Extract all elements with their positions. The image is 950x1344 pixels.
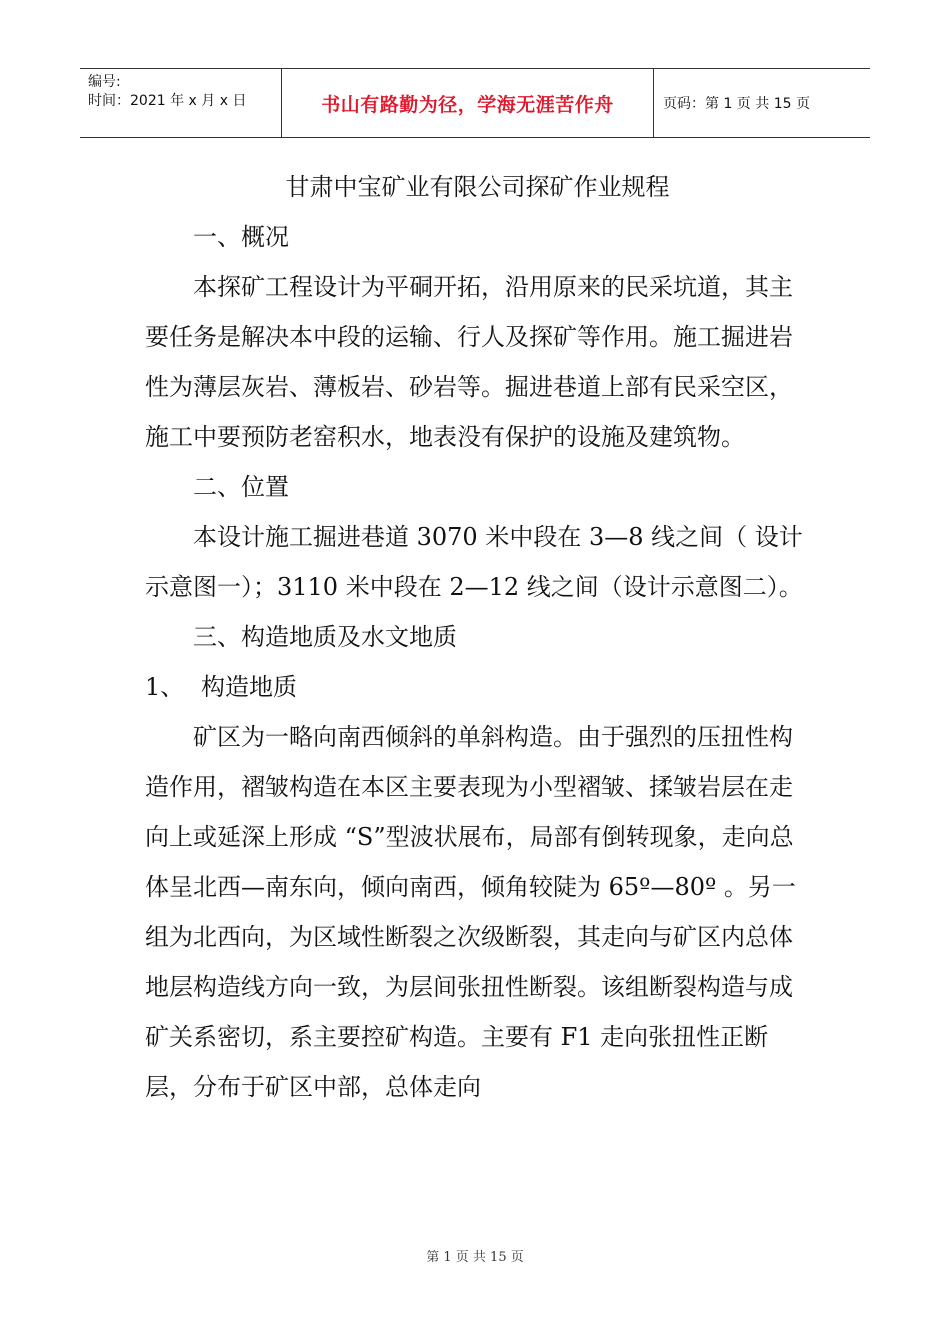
- document-number-label: 编号:: [88, 74, 121, 90]
- header-meta-cell: [80, 69, 282, 137]
- subsection-title: 构造地质: [201, 673, 297, 701]
- page-footer: 第 1 页 共 15 页: [426, 1250, 524, 1265]
- document-time-label: 时间：2021 年 x 月 x 日: [88, 93, 247, 109]
- section-paragraph: 本设计施工掘进巷道 3070 米中段在 3—8 线之间（ 设计示意图一）；3110 米中段在 2—12 线之间（设计示意图二）。: [145, 523, 803, 601]
- subsection-number: 1、: [145, 673, 185, 701]
- section-paragraph: 本探矿工程设计为平硐开拓，沿用原来的民采坑道，其主要任务是解决本中段的运输、行人及探矿等作用。施工掘进岩性为薄层灰岩、薄板岩、砂岩等。掘进巷道上部有民采空区，施工中要预防老窑积水，地表没有保护的设施及建筑物。: [145, 273, 793, 451]
- page-header: [80, 68, 870, 138]
- section-heading: 三、构造地质及水文地质: [193, 623, 457, 651]
- section-heading: 二、位置: [193, 473, 289, 501]
- document-body: [145, 162, 810, 1112]
- header-page-info: 页码：第 1 页 共 15 页: [663, 96, 810, 112]
- header-motto: 书山有路勤为径，学海无涯苦作舟: [282, 69, 654, 137]
- subsection-heading: [145, 662, 810, 712]
- document-title: 甘肃中宝矿业有限公司探矿作业规程: [285, 173, 670, 201]
- section-heading: 一、概况: [193, 223, 289, 251]
- section-paragraph: 矿区为一略向南西倾斜的单斜构造。由于强烈的压扭性构造作用，褶皱构造在本区主要表现为小型褶皱、揉皱岩层在走向上或延深上形成 “S”型波状展布，局部有倒转现象，走向总体呈北西—南东向，倾向南西，倾角较陡为 65º—80º 。另一组为北西向，为区域性断裂之次级断裂，其走向与矿区内总体地层构造线方向一致，为层间张扭性断裂。该组断裂构造与成矿关系密切，系主要控矿构造。主要有 F1 走向张扭性正断层，分布于矿区中部，总体走向: [145, 723, 796, 1101]
